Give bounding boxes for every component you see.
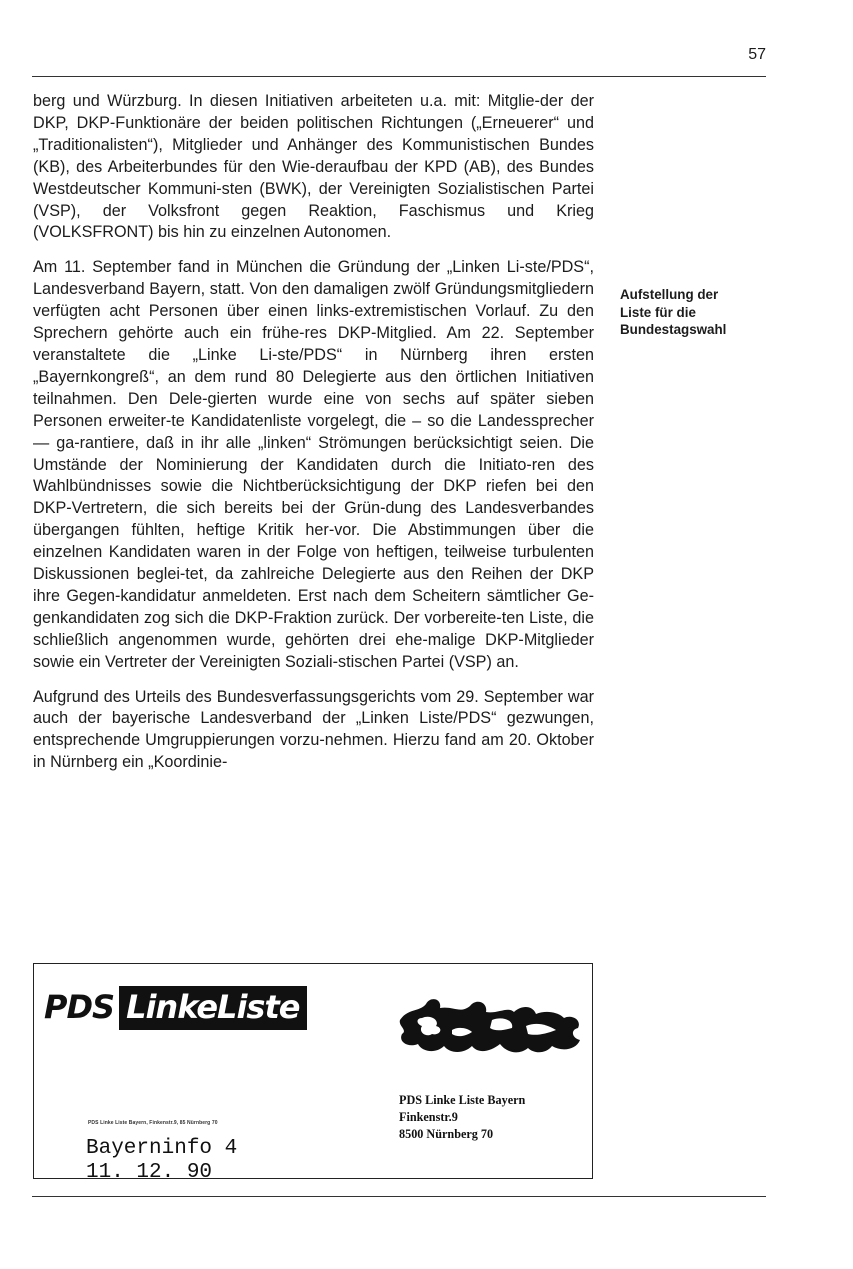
address-line: Finkenstr.9 [399,1110,458,1124]
document-facsimile [33,963,593,1184]
page-number: 57 [748,46,766,63]
bayerninfo-date: 11. 12. 90 [86,1161,213,1184]
bayerninfo-title: Bayerninfo 4 [86,1137,238,1160]
margin-note-line: Bundestagswahl [620,322,727,337]
sender-line: PDS Linke Liste Bayern, Finkenstr.9, 85 Nürnberg 70 [88,1120,218,1126]
paragraph-3: Aufgrund des Urteils des Bundesverfassungsgerichts vom 29. September war auch der bayerische Landesverband der „Linken Liste/PDS“ gezwungen, entsprechende Umgruppierungen vorzu-nehmen. Hierzu fand am 20. Oktober in Nürnberg ein „Koordinie- [33,687,594,772]
footer-rule [32,1196,766,1197]
bayerninfo-stamp [86,1137,237,1185]
body-text [33,91,594,787]
header-rule [32,76,766,77]
pds-linkeliste-logo [44,988,307,1026]
address-line: 8500 Nürnberg 70 [399,1127,494,1141]
margin-note-line: Aufstellung der [620,287,719,302]
logo-linkeliste-text: LinkeListe [119,986,307,1030]
address-line: PDS Linke Liste Bayern [399,1093,526,1107]
address-block [399,1092,525,1143]
margin-note-line: Liste für die [620,304,696,320]
puzzle-pieces-logo-icon [396,990,586,1060]
paragraph-1: berg und Würzburg. In diesen Initiativen arbeiteten u.a. mit: Mitglie-der der DKP, DKP-Funktionäre der beiden politischen Richtungen („Erneuerer“ und „Traditionalisten“), Mitglieder und Anhänger des Kommunistischen Bundes (KB), des Arbeiterbundes für den Wie-deraufbau der KPD (AB), des Bundes Westdeutscher Kommuni-sten (BWK), der Vereinigten Sozialistischen Partei (VSP), der Volksfront gegen Reaktion, Faschismus und Krieg (VOLKSFRONT) bis hin zu einzelnen Autonomen. [33,92,594,242]
paragraph-2: Am 11. September fand in München die Gründung der „Linken Li-ste/PDS“, Landesverband Bayern, statt. Von den damaligen zwölf Gründungsmitgliedern verfügten acht Personen über einen links-extremistischen Vorlauf. Zu den Sprechern gehörte auch ein frühe-res DKP-Mitglied. Am 22. September veranstaltete die „Linke Li-ste/PDS“ in Nürnberg ihren ersten „Bayernkongreß“, an dem rund 80 Delegierte aus den örtlichen Initiativen teilnahmen. Den Dele-gierten wurde eine von sechs auf später sieben Personen erweiter-te Kandidatenliste vorgelegt, die – so die Landessprecher — ga-rantiere, daß in ihr alle „linken“ Strömungen berücksichtigt seien. Die Umstände der Nominierung der Kandidaten durch die Initiato-ren des Wahlbündnisses sowie die Nichtberücksichtigung der DKP riefen bei den DKP-Vertretern, die sich bereits bei der Grün-dung des Landesverbandes übergangen fühlten, heftige Kritik her-vor. Die Abstimmungen über die einzelnen Kandidaten waren in der Folge von heftigen, teilweise turbulenten Diskussionen beglei-tet, da zahlreiche Delegierte aus den Reihen der DKP ihre Gegen-kandidatur anmeldeten. Erst nach dem Scheitern sämtlicher Ge-genkandidaten zog sich die DKP-Fraktion zurück. Der vorbereite-ten Liste, die schließlich angenommen wurde, gehörten drei ehe-malige DKP-Mitglieder sowie ein Vertreter der Vereinigten Soziali-stischen Partei (VSP) an. [33,258,594,671]
margin-note [620,286,770,339]
logo-pds-text: PDS [44,988,115,1026]
